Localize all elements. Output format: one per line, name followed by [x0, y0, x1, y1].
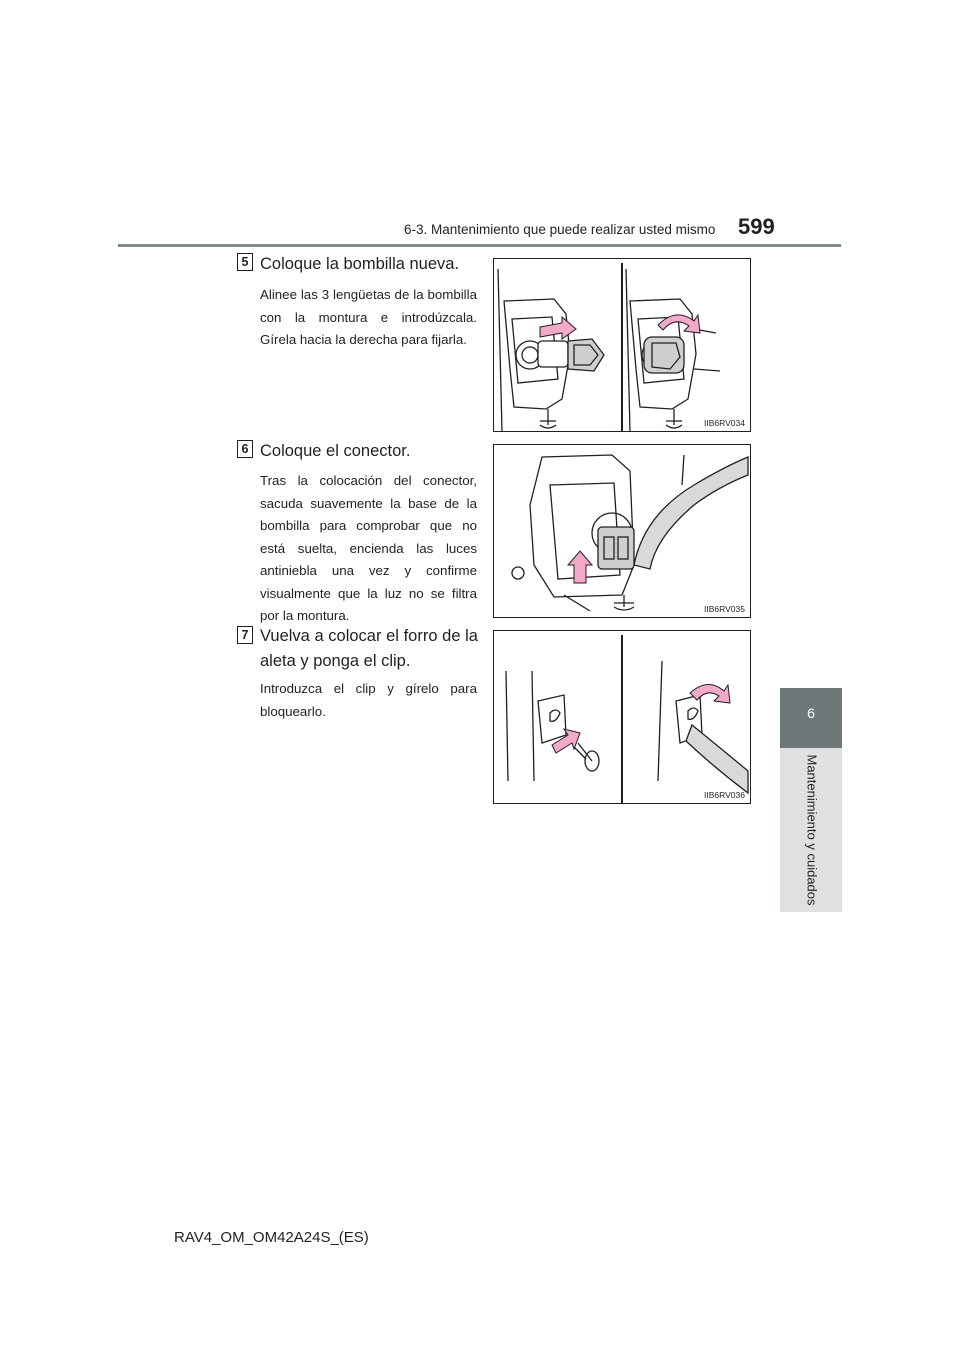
chapter-tab	[780, 688, 842, 748]
step-7-title: Vuelva a colocar el forro de la aleta y ponga el clip.	[260, 627, 478, 670]
chapter-number: 6	[807, 705, 815, 721]
step-6-body: Tras la colocación del conector, sacuda suavemente la base de la bombilla para comprobar que no está suelta, encienda las luces antiniebla una vez y confirme visualmente que la luz no se filtra por la montura.	[260, 473, 477, 623]
connector-illustration	[494, 445, 750, 617]
section-title: 6-3. Mantenimiento que puede realizar usted mismo	[404, 222, 716, 237]
figure-bulb-install	[493, 258, 751, 432]
figure-code: IIB6RV035	[704, 604, 745, 614]
figure-clip-install	[493, 630, 751, 804]
figure-code: IIB6RV036	[704, 790, 745, 800]
figure-code: IIB6RV034	[704, 418, 745, 428]
step-7-body: Introduzca el clip y gírelo para bloquearlo.	[260, 681, 477, 719]
clip-illustration	[494, 631, 750, 803]
step-5-badge: 5	[237, 253, 253, 271]
step-6-title: Coloque el conector.	[260, 442, 411, 460]
header-divider	[118, 244, 841, 247]
document-code: RAV4_OM_OM42A24S_(ES)	[174, 1229, 369, 1246]
bulb-install-illustration	[494, 259, 750, 431]
step-6-badge: 6	[237, 440, 253, 458]
step-5-body: Alinee las 3 lengüetas de la bombilla con la montura e introdúzcala. Gírela hacia la derecha para fijarla.	[260, 287, 477, 347]
page-number: 599	[738, 214, 775, 239]
step-5-title: Coloque la bombilla nueva.	[260, 255, 460, 273]
step-7-badge: 7	[237, 626, 253, 644]
chapter-label: Mantenimiento y cuidados	[804, 754, 820, 906]
figure-connector-install	[493, 444, 751, 618]
